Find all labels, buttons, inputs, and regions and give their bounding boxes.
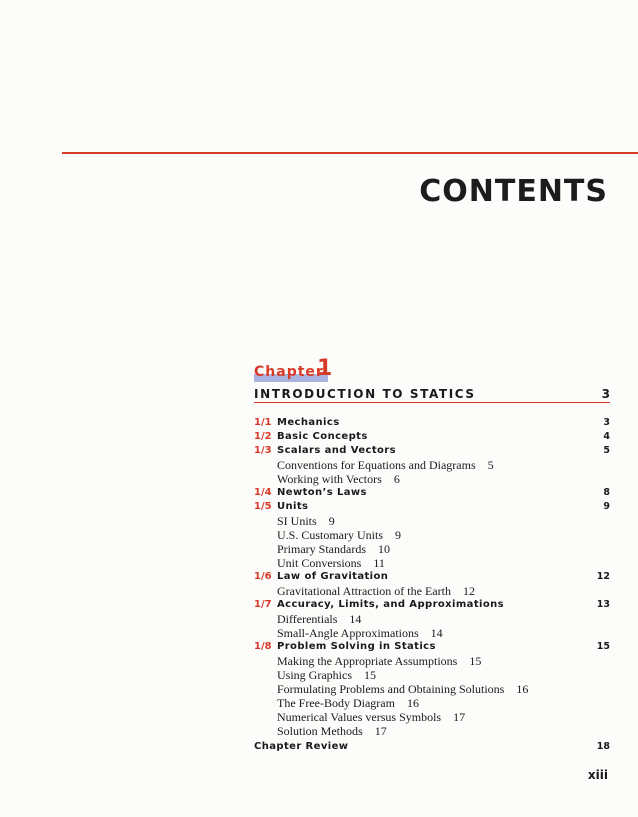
chapter-label xyxy=(254,356,333,382)
section-number: 1/5 xyxy=(254,501,272,512)
section-title: Law of Gravitation xyxy=(277,571,389,582)
subsection-title: Working with Vectors xyxy=(277,472,382,486)
chapter-heading[interactable] xyxy=(254,386,610,402)
page-title: CONTENTS xyxy=(419,174,608,209)
subsection-title: Formulating Problems and Obtaining Solutions xyxy=(277,682,505,696)
section-title: Scalars and Vectors xyxy=(277,445,396,456)
chapter-review-title: Chapter Review xyxy=(254,741,349,752)
section-title: Basic Concepts xyxy=(277,431,368,442)
page-number: xiii xyxy=(587,768,608,782)
subsection-page: 15 xyxy=(469,654,482,668)
chapter-number: 1 xyxy=(317,356,333,381)
section-page: 12 xyxy=(596,571,610,582)
subsection-page: 14 xyxy=(349,612,362,626)
subsection-title: Unit Conversions xyxy=(277,556,362,570)
subsection-page: 6 xyxy=(393,472,400,486)
toc-subsection-entry[interactable] xyxy=(254,472,610,486)
section-page: 15 xyxy=(596,641,610,652)
subsection-page: 12 xyxy=(462,584,475,598)
subsection-title: Making the Appropriate Assumptions xyxy=(277,654,458,668)
subsection-page: 10 xyxy=(378,542,390,556)
toc-entries xyxy=(254,416,610,738)
subsection-title: Differentials xyxy=(277,612,338,626)
toc-subsection-entry[interactable] xyxy=(254,584,610,598)
toc-subsection-entry[interactable] xyxy=(254,556,610,570)
subsection-page: 14 xyxy=(430,626,443,640)
toc-subsection-entry[interactable] xyxy=(254,528,610,542)
section-number: 1/8 xyxy=(254,641,272,652)
section-title: Units xyxy=(277,501,309,512)
chapter-title: INTRODUCTION TO STATICS xyxy=(254,387,476,401)
subsection-page: 16 xyxy=(406,696,419,710)
toc-subsection-entry[interactable] xyxy=(254,542,610,556)
toc-section-entry[interactable] xyxy=(254,570,610,584)
section-title: Accuracy, Limits, and Approximations xyxy=(277,599,504,610)
section-page: 5 xyxy=(603,445,610,456)
section-page: 8 xyxy=(603,487,610,498)
section-number: 1/6 xyxy=(254,571,272,582)
chapter-page: 3 xyxy=(601,387,610,401)
subsection-page: 11 xyxy=(373,556,385,570)
subsection-page: 9 xyxy=(395,528,402,542)
section-title: Newton’s Laws xyxy=(277,487,367,498)
subsection-page: 5 xyxy=(487,458,494,472)
subsection-title: U.S. Customary Units xyxy=(277,528,384,542)
subsection-page: 15 xyxy=(364,668,376,682)
toc-section-entry[interactable] xyxy=(254,598,610,612)
section-page: 4 xyxy=(603,431,610,442)
subsection-page: 17 xyxy=(374,724,387,738)
chapter-heading-rule xyxy=(254,402,610,403)
subsection-title: Gravitational Attraction of the Earth xyxy=(277,584,451,598)
chapter-review-page: 18 xyxy=(596,741,610,752)
section-page: 13 xyxy=(596,599,610,610)
toc-subsection-entry[interactable] xyxy=(254,626,610,640)
section-title: Mechanics xyxy=(277,417,340,428)
toc-subsection-entry[interactable] xyxy=(254,514,610,528)
subsection-title: Conventions for Equations and Diagrams xyxy=(277,458,476,472)
subsection-title: Numerical Values versus Symbols xyxy=(277,710,442,724)
section-number: 1/3 xyxy=(254,445,272,456)
toc-subsection-entry[interactable] xyxy=(254,654,610,668)
toc-section-entry[interactable] xyxy=(254,500,610,514)
section-number: 1/1 xyxy=(254,417,272,428)
section-title: Problem Solving in Statics xyxy=(277,641,436,652)
toc-subsection-entry[interactable] xyxy=(254,724,610,738)
subsection-title: Primary Standards xyxy=(277,542,366,556)
subsection-title: The Free-Body Diagram xyxy=(277,696,395,710)
subsection-title: SI Units xyxy=(277,514,317,528)
section-number: 1/4 xyxy=(254,487,272,498)
section-page: 9 xyxy=(603,501,610,512)
toc-section-entry[interactable] xyxy=(254,640,610,654)
toc-subsection-entry[interactable] xyxy=(254,710,610,724)
toc-section-entry[interactable] xyxy=(254,430,610,444)
toc-subsection-entry[interactable] xyxy=(254,682,610,696)
toc-list xyxy=(254,416,610,754)
toc-section-entry[interactable] xyxy=(254,416,610,430)
toc-subsection-entry[interactable] xyxy=(254,668,610,682)
section-page: 3 xyxy=(603,417,610,428)
subsection-title: Solution Methods xyxy=(277,724,363,738)
toc-subsection-entry[interactable] xyxy=(254,612,610,626)
section-number: 1/2 xyxy=(254,431,272,442)
subsection-page: 17 xyxy=(453,710,466,724)
subsection-page: 16 xyxy=(516,682,529,696)
toc-subsection-entry[interactable] xyxy=(254,696,610,710)
top-rule xyxy=(62,152,638,154)
chapter-word: Chapter xyxy=(254,364,324,380)
toc-subsection-entry[interactable] xyxy=(254,458,610,472)
subsection-page: 9 xyxy=(328,514,335,528)
chapter-review-entry[interactable] xyxy=(254,740,610,754)
section-number: 1/7 xyxy=(254,599,272,610)
subsection-title: Small-Angle Approximations xyxy=(277,626,419,640)
toc-section-entry[interactable] xyxy=(254,486,610,500)
toc-section-entry[interactable] xyxy=(254,444,610,458)
subsection-title: Using Graphics xyxy=(277,668,352,682)
